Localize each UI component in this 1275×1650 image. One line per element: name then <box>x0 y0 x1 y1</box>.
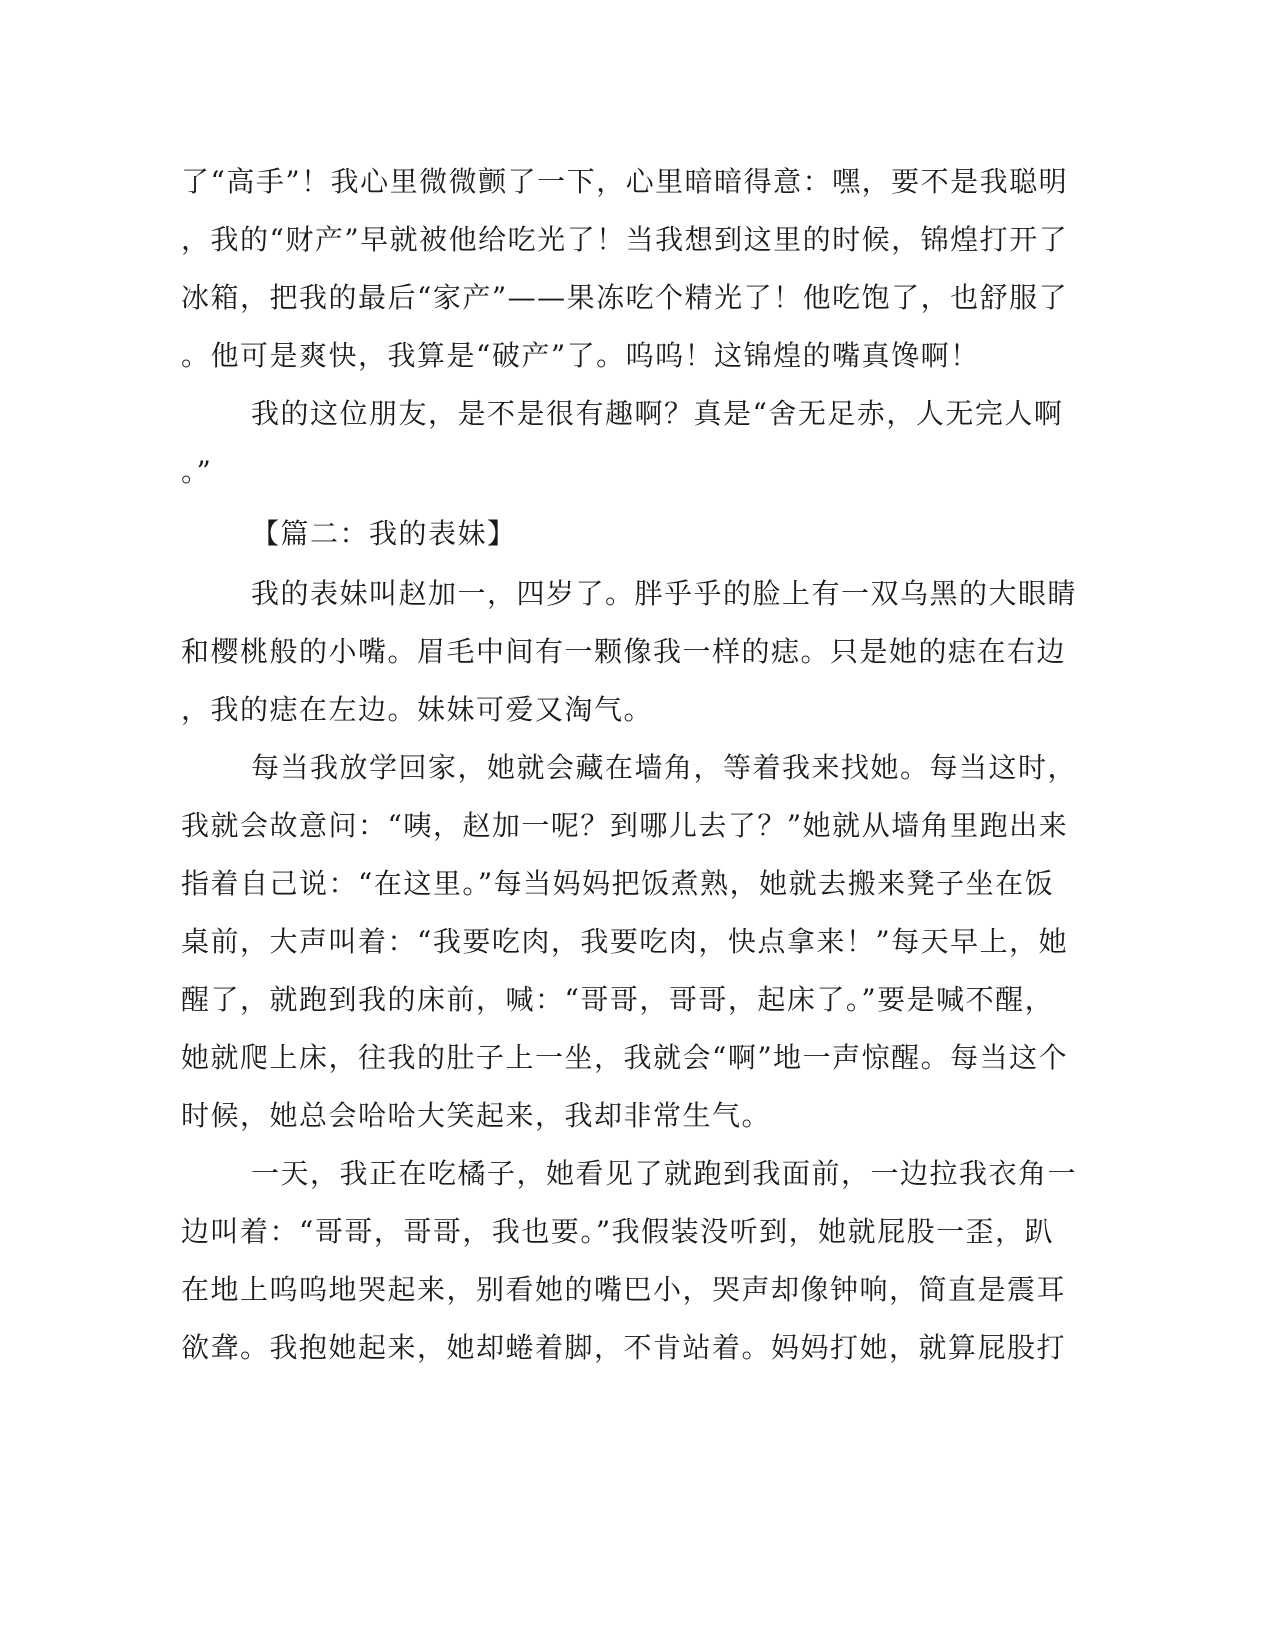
text-line: 在地上呜呜地哭起来，别看她的嘴巴小，哭声却像钟响，简直是震耳 <box>181 1273 1067 1306</box>
text-line: 一天，我正在吃橘子，她看见了就跑到我面前，一边拉我衣角一 <box>251 1157 1078 1190</box>
text-line: 我的这位朋友，是不是很有趣啊？真是“舍无足赤，人无完人啊 <box>251 397 1064 430</box>
text-line: 。他可是爽快，我算是“破产”了。呜呜！这锦煌的嘴真馋啊！ <box>181 339 980 372</box>
text-line: 我就会故意问：“咦，赵加一呢？到哪儿去了？”她就从墙角里跑出来 <box>181 809 1069 842</box>
text-line: 和樱桃般的小嘴。眉毛中间有一颗像我一样的痣。只是她的痣在右边 <box>181 635 1067 668</box>
text-line: 欲聋。我抱她起来，她却蜷着脚，不肯站着。妈妈打她，就算屁股打 <box>181 1331 1067 1364</box>
text-line: 她就爬上床，往我的肚子上一坐，我就会“啊”地一声惊醒。每当这个 <box>181 1041 1069 1074</box>
text-line: 醒了，就跑到我的床前，喊：“哥哥，哥哥，起床了。”要是喊不醒， <box>181 983 1055 1016</box>
text-line: ，我的“财产”早就被他给吃光了！当我想到这里的时候，锦煌打开了 <box>181 223 1069 256</box>
section-heading: 【篇二：我的表妹】 <box>251 517 517 550</box>
text-line: 了“高手”！我心里微微颤了一下，心里暗暗得意：嘿，要不是我聪明 <box>181 165 1069 198</box>
text-line: 桌前，大声叫着：“我要吃肉，我要吃肉，快点拿来！”每天早上，她 <box>181 925 1069 958</box>
text-line: 我的表妹叫赵加一，四岁了。胖乎乎的脸上有一双乌黑的大眼睛 <box>251 577 1078 610</box>
text-line: 指着自己说：“在这里。”每当妈妈把饭煮熟，她就去搬来凳子坐在饭 <box>181 867 1055 900</box>
text-line: 冰箱，把我的最后“家产”——果冻吃个精光了！他吃饱了，也舒服了 <box>181 281 1069 314</box>
text-line: ，我的痣在左边。妹妹可爱又淘气。 <box>181 693 654 726</box>
text-line: 每当我放学回家，她就会藏在墙角，等着我来找她。每当这时， <box>251 751 1078 784</box>
text-line: 边叫着：“哥哥，哥哥，我也要。”我假装没听到，她就屁股一歪，趴 <box>181 1215 1055 1248</box>
text-line: 。” <box>181 455 213 488</box>
text-line: 时候，她总会哈哈大笑起来，我却非常生气。 <box>181 1099 772 1132</box>
